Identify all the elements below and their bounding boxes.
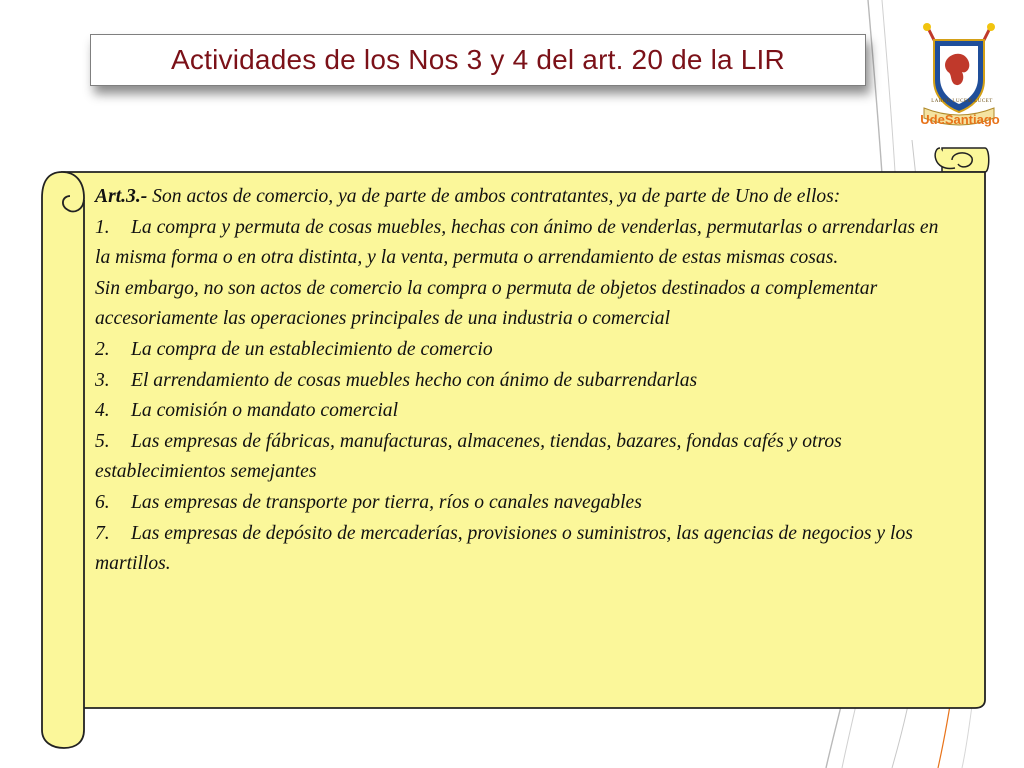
logo-suffix: Santiago	[944, 112, 1000, 127]
article-intro	[95, 182, 955, 213]
list-item	[95, 274, 955, 335]
item-text: El arrendamiento de cosas muebles hecho con ánimo de subarrendarlas	[131, 369, 698, 391]
list-item	[95, 488, 955, 519]
list-item	[95, 396, 955, 427]
page-title: Actividades de los Nos 3 y 4 del art. 20 de la LIR	[171, 44, 785, 75]
article-intro-text: Son actos de comercio, ya de parte de ambos contratantes, ya de parte de Uno de ellos:	[152, 186, 841, 207]
item-text: La compra de un establecimiento de comercio	[131, 338, 493, 360]
item-number: 4.	[95, 400, 110, 422]
list-item	[95, 519, 955, 580]
list-item	[95, 366, 955, 397]
item-text: La comisión o mandato comercial	[131, 400, 399, 422]
item-text: Sin embargo, no son actos de comercio la compra o permuta de objetos destinados a complementar accesoriamente las operaciones principales de una industria o comercial	[95, 277, 878, 330]
item-text: Las empresas de transporte por tierra, ríos o canales navegables	[131, 491, 642, 513]
item-text: Las empresas de depósito de mercaderías, provisiones o suministros, las agencias de negocios y los martillos.	[95, 522, 913, 575]
list-item	[95, 427, 955, 488]
item-number: 1.	[95, 216, 110, 238]
article-text	[95, 182, 955, 580]
item-text: Las empresas de fábricas, manufacturas, almacenes, tiendas, bazares, fondas cafés y otros establecimientos semejantes	[95, 430, 842, 483]
item-number: 7.	[95, 522, 110, 544]
item-number: 5.	[95, 430, 110, 452]
logo-motto: LABOR LUCEM LUCET	[931, 99, 993, 104]
item-number: 2.	[95, 338, 110, 360]
article-label: Art.3.-	[95, 186, 148, 207]
item-text: La compra y permuta de cosas muebles, hechas con ánimo de venderlas, permutarlas o arrendarlas en la misma forma o en otra distinta, y la venta, permuta o arrendamiento de estas mismas cosas.	[95, 216, 939, 269]
logo-prefix: Ude	[920, 112, 945, 127]
item-number: 6.	[95, 491, 110, 513]
list-item	[95, 213, 955, 274]
item-number: 3.	[95, 369, 110, 391]
list-item	[95, 335, 955, 366]
